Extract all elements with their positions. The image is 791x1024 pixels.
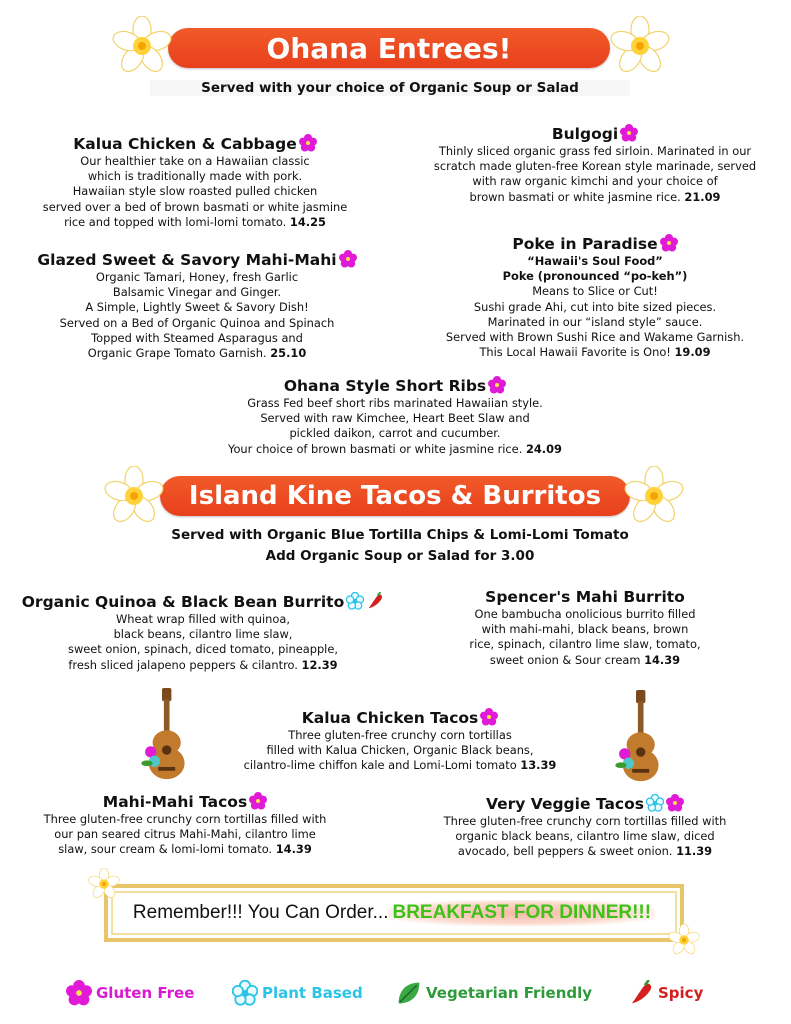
- item-name: Bulgogi: [551, 125, 619, 143]
- item-desc-line: Three gluten-free crunchy corn tortillas: [288, 728, 512, 742]
- item-desc-line: with mahi-mahi, black beans, brown: [481, 622, 689, 637]
- menu-item-bulgogi: [410, 124, 780, 205]
- item-name: Organic Quinoa & Black Bean Burrito: [21, 593, 345, 611]
- reminder-text: Remember!!! You Can Order...: [132, 902, 389, 923]
- item-desc-line: Balsamic Vinegar and Ginger.: [112, 285, 282, 300]
- menu-item-short-ribs: [205, 376, 585, 457]
- item-name: Glazed Sweet & Savory Mahi-Mahi: [37, 251, 337, 269]
- item-name: Kalua Chicken Tacos: [301, 709, 479, 727]
- item-desc-line: served over a bed of brown basmati or white jasmine: [42, 199, 348, 214]
- item-desc-line: with raw organic kimchi and your choice of: [472, 174, 718, 189]
- ukulele-icon: [596, 690, 676, 784]
- gluten-free-icon: [480, 708, 498, 726]
- item-tagline: “Hawaii's Soul Food”: [527, 254, 663, 268]
- item-desc-line: brown basmati or white jasmine rice.: [469, 189, 681, 204]
- item-name: Kalua Chicken & Cabbage: [73, 135, 297, 153]
- menu-item-mahi-burrito: [440, 588, 730, 668]
- item-desc-line: filled with Kalua Chicken, Organic Black beans,: [266, 743, 534, 758]
- gluten-free-icon: [249, 792, 267, 810]
- legend-vegetarian: [396, 980, 592, 1006]
- gluten-free-icon: [666, 794, 684, 812]
- gluten-free-icon: [488, 376, 506, 394]
- tacos-title: Island Kine Tacos & Burritos: [188, 481, 602, 511]
- chili-pepper-icon: [628, 980, 654, 1006]
- entrees-title: Ohana Entrees!: [266, 31, 512, 65]
- item-price: 12.39: [301, 657, 338, 672]
- plumeria-icon: [104, 466, 164, 526]
- item-desc-line: Organic Tamari, Honey, fresh Garlic: [95, 270, 299, 284]
- item-desc-line: our pan seared citrus Mahi-Mahi, cilantro lime: [54, 827, 316, 842]
- gluten-free-icon: [299, 134, 317, 152]
- reminder-box: [104, 884, 684, 942]
- item-desc-line: which is traditionally made with pork.: [87, 169, 303, 184]
- item-price: 24.09: [525, 441, 562, 456]
- item-price: 14.39: [275, 842, 312, 857]
- item-desc-line: Wheat wrap filled with quinoa,: [116, 612, 290, 626]
- plumeria-icon: [624, 466, 684, 526]
- item-name: Ohana Style Short Ribs: [283, 377, 487, 395]
- item-price: 11.39: [676, 844, 713, 859]
- item-desc-line: Your choice of brown basmati or white jasmine rice.: [228, 441, 523, 456]
- item-desc-line: Grass Fed beef short ribs marinated Hawaiian style.: [247, 396, 543, 410]
- menu-item-very-veggie-tacos: [420, 794, 750, 860]
- item-desc-line: Sushi grade Ahi, cut into bite sized pieces.: [473, 299, 717, 314]
- plant-based-icon: [646, 794, 664, 812]
- item-price: 14.25: [289, 214, 326, 229]
- tacos-subtitle-addon: Add Organic Soup or Salad for 3.00: [265, 548, 535, 564]
- item-desc-line: Topped with Steamed Asparagus and: [91, 330, 303, 345]
- item-name: Spencer's Mahi Burrito: [485, 588, 685, 606]
- gluten-free-icon: [620, 124, 638, 142]
- leaf-icon: [396, 980, 422, 1006]
- item-desc-line: Means to Slice or Cut!: [532, 284, 658, 299]
- item-desc-line: Served with Brown Sushi Rice and Wakame Garnish.: [445, 330, 745, 345]
- legend-label: Spicy: [658, 984, 704, 1002]
- plant-based-icon: [346, 592, 364, 610]
- legend-label: Vegetarian Friendly: [426, 984, 593, 1002]
- plumeria-icon: [668, 924, 700, 956]
- reminder-highlight: BREAKFAST FOR DINNER!!!: [388, 900, 655, 926]
- gluten-free-icon: [339, 250, 357, 268]
- item-desc-line: sweet onion & Sour cream: [489, 652, 641, 667]
- plumeria-icon: [112, 16, 172, 76]
- item-desc-line: sweet onion, spinach, diced tomato, pineapple,: [68, 642, 338, 657]
- menu-item-kalua-chicken-cabbage: [20, 134, 370, 230]
- item-price: 25.10: [270, 346, 307, 361]
- item-desc-line: Organic Grape Tomato Garnish.: [87, 346, 267, 361]
- legend-label: Plant Based: [262, 984, 363, 1002]
- item-desc-line: cilantro-lime chiffon kale and Lomi-Lomi tomato: [243, 758, 517, 773]
- item-desc-line: scratch made gluten-free Korean style marinade, served: [433, 159, 757, 174]
- item-name: Very Veggie Tacos: [486, 795, 644, 813]
- item-desc-line: black beans, cilantro lime slaw,: [113, 627, 293, 642]
- menu-item-quinoa-burrito: [18, 592, 388, 673]
- menu-item-glazed-mahi-mahi: [22, 250, 372, 361]
- hibiscus-outline-icon: [232, 980, 258, 1006]
- entrees-subtitle: Served with your choice of Organic Soup or Salad: [150, 80, 630, 96]
- item-desc-line: avocado, bell peppers & sweet onion.: [457, 844, 673, 859]
- plumeria-icon: [88, 868, 120, 900]
- tacos-subtitle: Served with Organic Blue Tortilla Chips & Lomi-Lomi Tomato: [171, 527, 629, 543]
- item-tagline: Poke (pronounced “po-keh”): [502, 269, 688, 284]
- item-desc-line: Served with raw Kimchee, Heart Beet Slaw and: [260, 411, 530, 426]
- item-desc-line: This Local Hawaii Favorite is Ono!: [479, 345, 671, 360]
- ukulele-icon: [122, 688, 202, 782]
- legend-spicy: [628, 980, 703, 1006]
- item-price: 21.09: [684, 189, 721, 204]
- item-desc-line: organic black beans, cilantro lime slaw, diced: [455, 829, 715, 844]
- item-desc-line: rice, spinach, cilantro lime slaw, tomato,: [469, 637, 701, 652]
- spicy-icon: [366, 592, 384, 610]
- hibiscus-icon: [66, 980, 92, 1006]
- item-desc-line: rice and topped with lomi-lomi tomato.: [64, 214, 287, 229]
- item-price: 14.39: [644, 652, 681, 667]
- item-price: 13.39: [520, 758, 557, 773]
- item-desc-line: One bambucha onolicious burrito filled: [474, 607, 696, 621]
- tacos-banner: [160, 476, 630, 516]
- item-desc-line: A Simple, Lightly Sweet & Savory Dish!: [85, 300, 309, 315]
- item-desc-line: Three gluten-free crunchy corn tortillas filled with: [443, 814, 727, 828]
- item-desc-line: Three gluten-free crunchy corn tortillas filled with: [43, 812, 327, 826]
- item-desc-line: fresh sliced jalapeno peppers & cilantro.: [68, 657, 298, 672]
- menu-item-poke-in-paradise: [410, 234, 780, 360]
- plumeria-icon: [610, 16, 670, 76]
- item-desc-line: Hawaiian style slow roasted pulled chicken: [72, 184, 318, 199]
- menu-item-kalua-chicken-tacos: [210, 708, 590, 774]
- gluten-free-icon: [660, 234, 678, 252]
- item-name: Mahi-Mahi Tacos: [102, 793, 248, 811]
- item-desc-line: slaw, sour cream & lomi-lomi tomato.: [58, 842, 273, 857]
- legend-label: Gluten Free: [96, 984, 195, 1002]
- item-name: Poke in Paradise: [512, 235, 658, 253]
- item-desc-line: pickled daikon, carrot and cucumber.: [289, 426, 501, 441]
- item-desc-line: Served on a Bed of Organic Quinoa and Spinach: [59, 315, 335, 330]
- legend-plant-based: [232, 980, 363, 1006]
- item-desc-line: Thinly sliced organic grass fed sirloin. Marinated in our: [438, 144, 752, 158]
- legend-gluten-free: [66, 980, 194, 1006]
- item-desc-line: Marinated in our “island style” sauce.: [487, 314, 703, 329]
- entrees-banner: [168, 28, 610, 68]
- menu-item-mahi-mahi-tacos: [20, 792, 350, 858]
- item-price: 19.09: [674, 345, 711, 360]
- item-desc-line: Our healthier take on a Hawaiian classic: [80, 154, 310, 168]
